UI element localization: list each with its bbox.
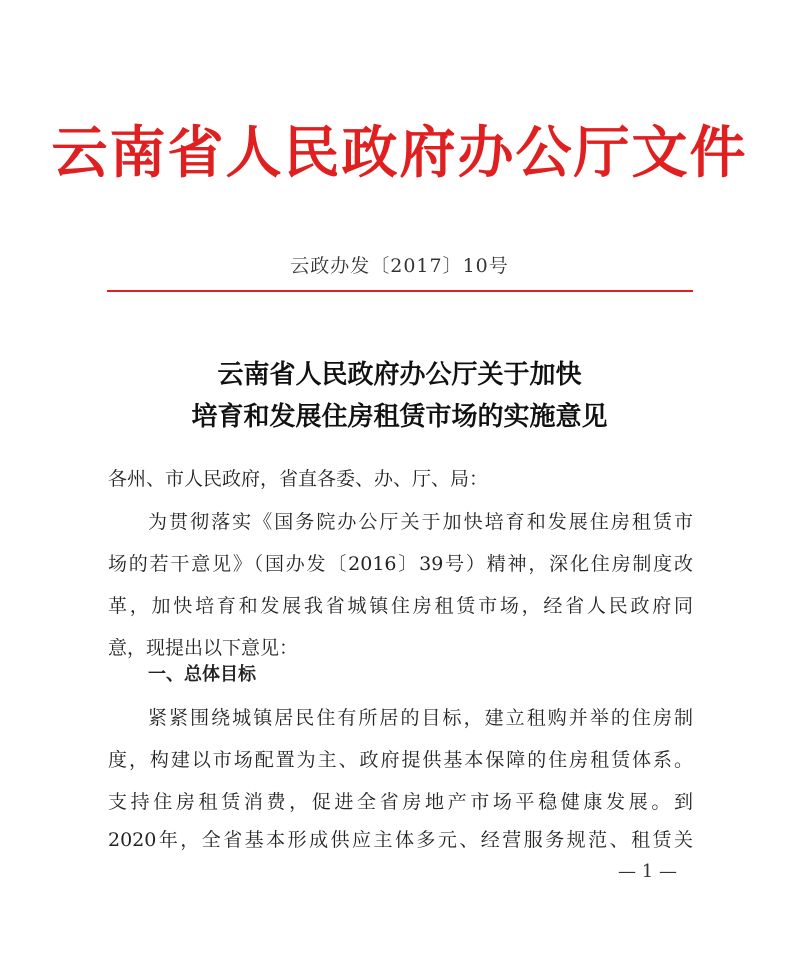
body-text-line: 支持住房租赁消费，促进全省房地产市场平稳健康发展。到 <box>108 791 693 813</box>
body-text-line: 紧紧围绕城镇居民住有所居的目标，建立租购并举的住房制 <box>148 707 693 729</box>
body-text-line: 革，加快培育和发展我省城镇住房租赁市场，经省人民政府同 <box>108 595 693 617</box>
document-number: 云政办发〔2017〕10号 <box>290 255 509 277</box>
page-number: — 1 — <box>618 861 677 882</box>
document-title-line-1: 云南省人民政府办公厅关于加快 <box>217 360 582 390</box>
body-text-line: 意，现提出以下意见： <box>108 637 299 659</box>
body-text-line: 场的若干意见》（国办发〔2016〕39号）精神，深化住房制度改 <box>108 553 693 575</box>
body-text-line: 为贯彻落实《国务院办公厅关于加快培育和发展住房租赁市 <box>148 511 693 533</box>
document-title-line-2: 培育和发展住房租赁市场的实施意见 <box>191 402 608 432</box>
section-heading: 一、总体目标 <box>148 664 256 685</box>
red-separator-line <box>107 290 693 292</box>
document-masthead: 云南省人民政府办公厅文件 <box>51 120 748 186</box>
body-text-line: 度，构建以市场配置为主、政府提供基本保障的住房租赁体系。 <box>108 749 693 771</box>
addressee-line: 各州、市人民政府，省直各委、办、厅、局： <box>108 468 489 490</box>
body-text-line: 2020年，全省基本形成供应主体多元、经营服务规范、租赁关 <box>108 829 693 851</box>
